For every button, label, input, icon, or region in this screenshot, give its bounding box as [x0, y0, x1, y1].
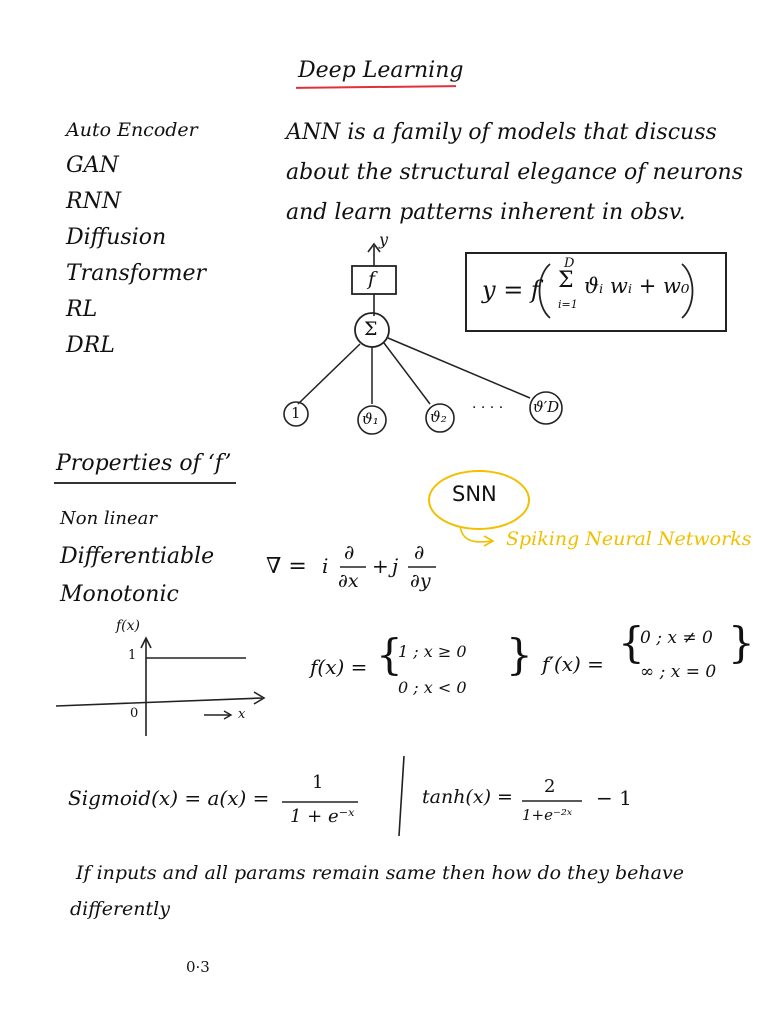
formula-body: ϑᵢ wᵢ + w₀	[584, 274, 690, 298]
list-item: Monotonic	[60, 582, 179, 607]
list-item: Diffusion	[66, 225, 167, 250]
snn-full-name: Spiking Neural Networks	[506, 528, 752, 550]
question-line-2: differently	[70, 898, 170, 920]
step-deriv-case-1: 0 ; x ≠ 0	[640, 628, 713, 648]
gradient-j: j	[392, 554, 399, 578]
step-deriv-lhs: f′(x) =	[542, 652, 604, 676]
formula-sum-lower: i=1	[558, 298, 578, 311]
step-deriv-brace-open: {	[618, 618, 645, 667]
sigmoid-denominator: 1 + e⁻ˣ	[290, 806, 355, 827]
ann-line-2: about the structural elegance of neurons	[286, 160, 744, 185]
activation-label: f	[368, 268, 376, 290]
gradient-num-1: ∂	[344, 540, 355, 564]
input-label-bias: 1	[291, 404, 301, 422]
list-item: GAN	[66, 153, 119, 178]
list-item: RL	[66, 297, 98, 322]
list-item: DRL	[66, 333, 115, 358]
properties-underline	[54, 482, 236, 484]
input-label-d: ϑ′D	[533, 398, 560, 416]
input-label-1: ϑ₁	[362, 410, 379, 428]
page-number: 0·3	[186, 958, 210, 976]
list-item: Transformer	[66, 261, 207, 286]
tanh-tail: − 1	[596, 786, 632, 810]
gradient-plus: +	[372, 554, 389, 578]
ann-line-1: ANN is a family of models that discuss	[286, 120, 717, 145]
gradient-den-2: ∂y	[410, 570, 431, 592]
list-item: Auto Encoder	[66, 119, 198, 141]
formula-sum-symbol: Σ	[558, 268, 574, 293]
gradient-num-2: ∂	[414, 540, 425, 564]
properties-title: Properties of ‘f’	[56, 451, 232, 476]
step-def-brace-open: {	[376, 630, 403, 679]
sigmoid-numerator: 1	[312, 772, 324, 793]
sigmoid-lhs: Sigmoid(x) = a(x) =	[68, 786, 270, 810]
ann-line-3: and learn patterns inherent in obsv.	[286, 200, 686, 225]
tanh-numerator: 2	[544, 776, 556, 797]
plot-x-axis-label: x	[238, 707, 246, 722]
list-item: Non linear	[60, 508, 157, 529]
step-def-case-2: 0 ; x < 0	[398, 678, 467, 697]
plot-y-axis-label: f(x)	[116, 618, 141, 634]
step-def-case-1: 1 ; x ≥ 0	[398, 642, 467, 661]
plot-y-tick: 1	[128, 648, 137, 663]
question-line-1: If inputs and all params remain same then how do they behave	[76, 862, 684, 884]
list-item: RNN	[66, 189, 122, 214]
gradient-i: i	[322, 554, 329, 578]
formula-lhs: y = f	[482, 276, 540, 304]
gradient-lhs: ∇ =	[266, 554, 307, 579]
input-label-2: ϑ₂	[430, 408, 447, 426]
step-def-lhs: f(x) =	[310, 655, 368, 679]
sum-label: Σ	[364, 318, 378, 340]
tanh-denominator: 1+e⁻²ˣ	[522, 806, 573, 824]
list-item: Differentiable	[60, 544, 215, 569]
output-label: y	[379, 230, 389, 249]
step-deriv-brace-close: }	[728, 618, 755, 667]
step-def-brace-close: }	[506, 630, 533, 679]
snn-label: SNN	[452, 482, 497, 506]
inputs-ellipsis: · · · ·	[472, 400, 504, 416]
step-deriv-case-2: ∞ ; x = 0	[640, 662, 717, 682]
plot-origin: 0	[130, 706, 139, 721]
tanh-lhs: tanh(x) =	[422, 786, 513, 808]
formula-sum-upper: D	[564, 256, 575, 271]
gradient-den-1: ∂x	[338, 570, 359, 592]
properties-list	[60, 500, 214, 614]
page-title: Deep Learning	[298, 58, 464, 83]
